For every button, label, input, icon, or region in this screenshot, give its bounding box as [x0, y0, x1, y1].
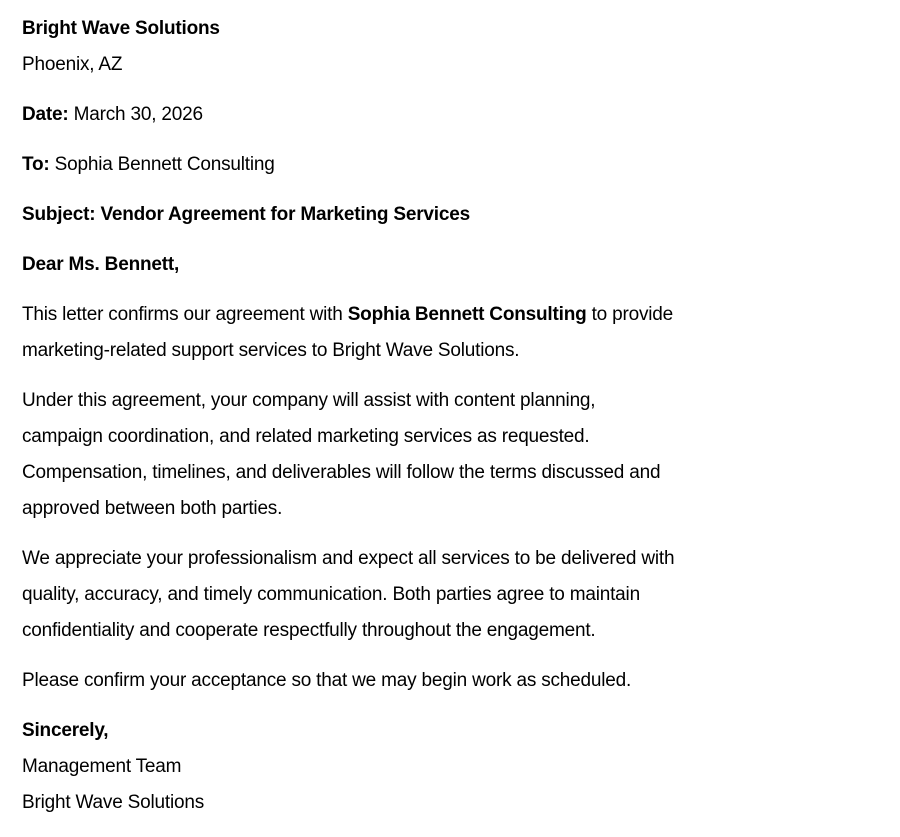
valediction: Sincerely, [22, 720, 109, 741]
p2-line: approved between both parties. [22, 498, 283, 519]
p1-text: to provide [586, 304, 674, 325]
sender-company: Bright Wave Solutions [22, 18, 220, 39]
p2-line: Compensation, timelines, and deliverables will follow the terms discussed and [22, 462, 661, 483]
p3-line: confidentiality and cooperate respectfully throughout the engagement. [22, 620, 596, 641]
p3-line: We appreciate your professionalism and expect all services to be delivered with [22, 548, 675, 569]
paragraph-4: Please confirm your acceptance so that we may begin work as scheduled. [22, 670, 632, 691]
subject-value: Vendor Agreement for Marketing Services [100, 204, 470, 225]
p1-line-2: marketing-related support services to Bright Wave Solutions. [22, 340, 520, 361]
date-label: Date: [22, 104, 69, 125]
p2-line: Under this agreement, your company will assist with content planning, [22, 390, 596, 411]
subject-label: Subject: [22, 204, 96, 225]
sender-location: Phoenix, AZ [22, 54, 123, 75]
to-value: Sophia Bennett Consulting [54, 154, 275, 175]
p1-text: This letter confirms our agreement with [22, 304, 348, 325]
p2-line: campaign coordination, and related marketing services as requested. [22, 426, 590, 447]
to-label: To: [22, 154, 50, 175]
signer-company: Bright Wave Solutions [22, 792, 205, 813]
salutation: Dear Ms. Bennett, [22, 254, 180, 275]
paragraph-3 [22, 541, 900, 649]
paragraph-2 [22, 383, 900, 527]
date-value: March 30, 2026 [73, 104, 203, 125]
date-line [22, 97, 900, 133]
p3-line: quality, accuracy, and timely communication. Both parties agree to maintain [22, 584, 640, 605]
paragraph-1 [22, 297, 900, 369]
recipient-line [22, 147, 900, 183]
p1-company-name: Sophia Bennett Consulting [347, 304, 587, 325]
signer: Management Team [22, 756, 182, 777]
subject-line [22, 197, 900, 233]
